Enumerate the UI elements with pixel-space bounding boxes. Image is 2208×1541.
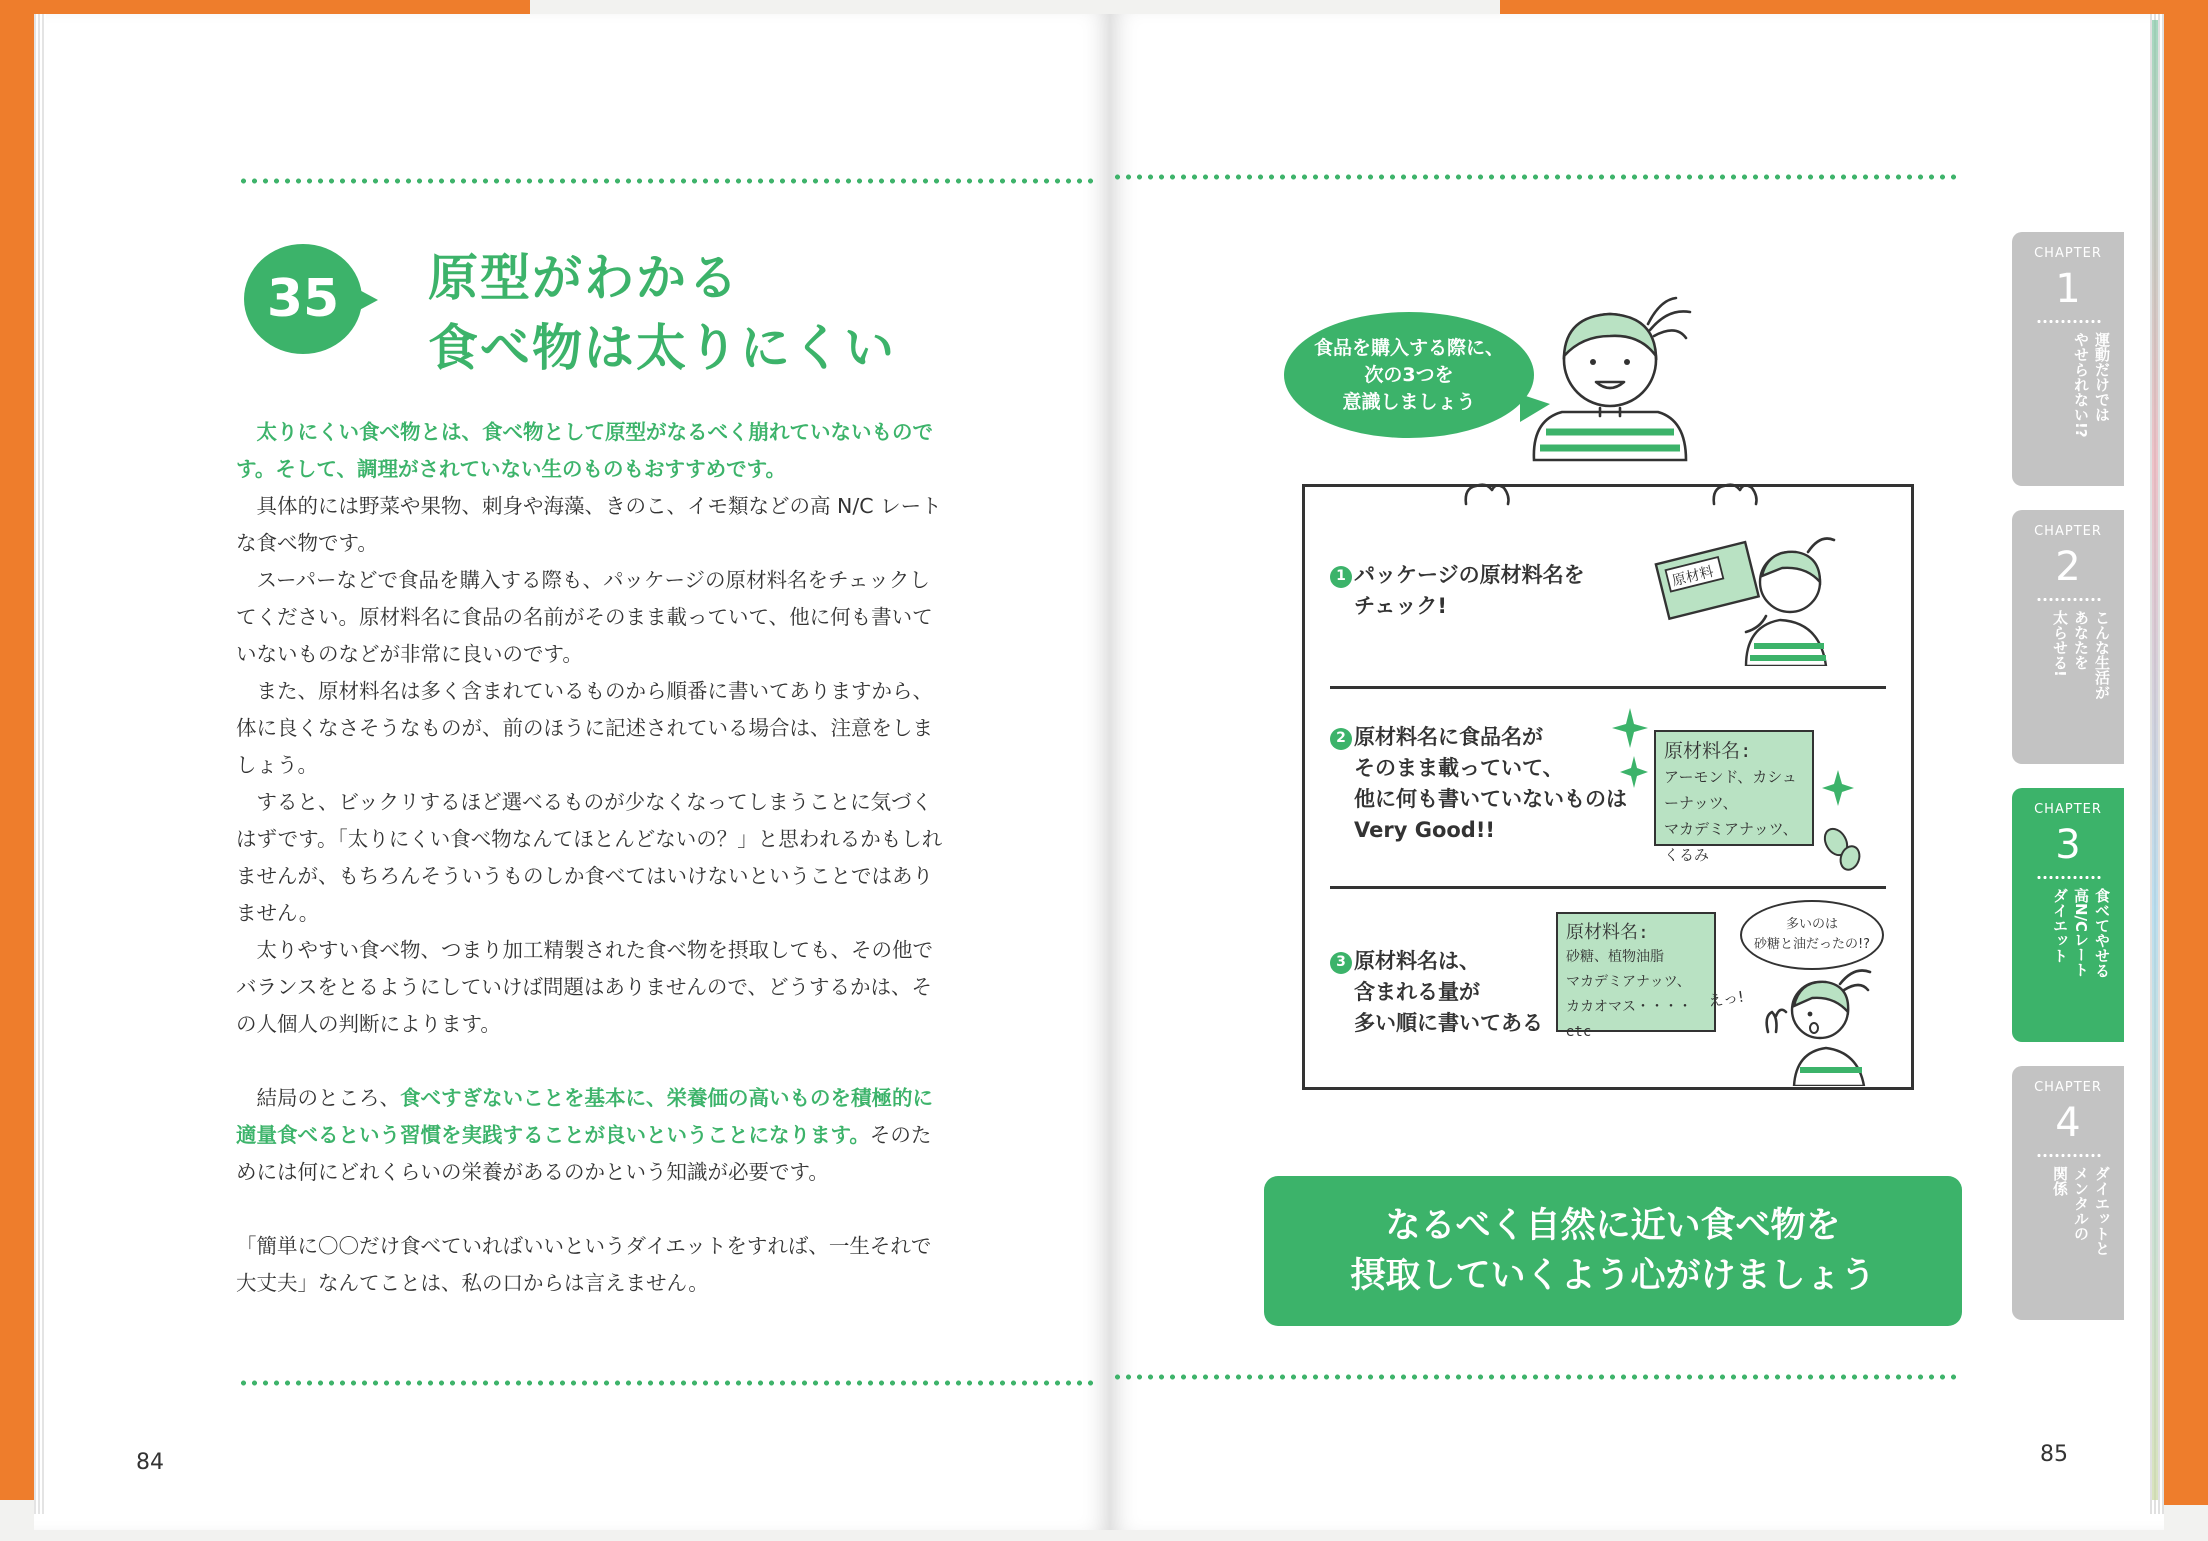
section-number-badge [244,244,362,354]
step-text: 含まれる量が [1354,980,1480,1004]
step-number: 1 [1330,566,1352,588]
dotted-rule-top-right [1112,174,1960,180]
conclusion-highlight: 食べすぎないことを基本に、栄養価の高いものを積極的に適量食べるという習慣を実践することが良いということになります。 [236,1086,933,1147]
book-edge-top-right [1500,0,2208,14]
step-text: パッケージの原材料名を [1354,563,1585,587]
card-heading: 原材料名: [1664,740,1752,762]
step-number: 2 [1330,728,1352,750]
tab-divider [2036,876,2102,879]
chapter-title: 運動だけでは やせられない!? [2072,332,2111,438]
chapter-number: 3 [2055,822,2081,868]
package-label: 原材料 [1670,563,1716,590]
chapter-number: 1 [2055,266,2081,312]
step-text: Very Good!! [1354,818,1495,842]
conclusion-post: そのためには何にどれくらいの栄養があるのかという知識が必要です。 [236,1123,932,1184]
speech-line-1: 食品を購入する際に、 [1313,336,1504,359]
tab-divider [2036,598,2102,601]
tab-divider [2036,320,2102,323]
page-number-right: 85 [2040,1442,2068,1467]
speech-line-2: 次の3つを [1364,363,1454,386]
nuts-icon [1818,824,1868,874]
woman-reading-package-illustration [1650,516,1840,666]
dotted-rule-bottom-left [238,1380,1094,1386]
chapter-title: ダイエットと メンタルの 関係 [2051,1166,2111,1256]
badge-pointer [352,286,378,314]
chapter-label: CHAPTER [2034,1080,2102,1095]
page-title-line-1: 原型がわかる [428,249,740,307]
step-text: そのまま載っていて、 [1354,756,1564,780]
chapter-title: 食べてやせる 高N/Cレート ダイエット [2051,888,2111,978]
chapter-number: 2 [2055,544,2081,590]
summary-line-2: 摂取していくよう心がけましょう [1350,1256,1876,1296]
card-line: マカデミアナッツ、 [1664,820,1798,838]
step-2 [1330,722,1630,846]
dotted-rule-top-left [238,178,1094,184]
chapter-title: こんな生活が あなたを 太らせる! [2051,610,2111,700]
tab-divider [2036,1154,2102,1157]
step-text: 原材料名は、 [1354,949,1480,973]
surprised-woman-illustration [1754,956,1894,1086]
hands-on-board-icon [1456,470,1776,510]
ingredient-label-card-good [1654,730,1814,864]
card-line: アーモンド、カシューナッツ、 [1664,768,1797,812]
book-edge-top-left [30,0,530,14]
exclamation-text: えっ! [1706,987,1746,1011]
quote-paragraph: 「簡単に〇〇だけ食べていればいいというダイエットをすれば、一生それで大丈夫」なんてことは、私の口からは言えません。 [236,1234,932,1295]
ingredient-label-card-processed [1556,912,1716,1040]
card-line: マカデミアナッツ、 [1566,974,1691,990]
book-cover-right [2164,0,2208,1505]
sparkle-icon [1820,768,1856,808]
summary-banner [1264,1176,1962,1326]
paragraph: すると、ビックリするほど選べるものが少なくなってしまうことに気づくはずです。「太りにくい食べ物なんてほとんどないの？」と思われるかもしれませんが、もちろんそういうものしか食べてはいけないということではありません。 [236,790,943,925]
page-stack-left [34,14,46,1514]
page-number-left: 84 [136,1450,164,1475]
step-1 [1330,560,1630,622]
speech-line-3: 意識しましょう [1342,390,1476,413]
summary-line-1: なるべく自然に近い食べ物を [1385,1206,1841,1246]
card-line: 砂糖、植物油脂 [1566,949,1664,965]
step-text: 多い順に書いてある [1354,1011,1543,1035]
card-heading: 原材料名: [1566,922,1649,943]
step-text: チェック! [1354,594,1447,618]
sparkle-icon [1610,706,1650,806]
conclusion-paragraph [236,1080,950,1191]
card-line: くるみ [1664,846,1710,864]
chapter-tab-2[interactable] [2012,510,2124,764]
bubble-line: 多いのは [1785,917,1838,932]
chapter-number: 4 [2055,1100,2081,1146]
card-line: カカオマス・・・・etc [1566,999,1692,1040]
step-text: 原材料名に食品名が [1354,725,1543,749]
chapter-tab-4[interactable] [2012,1066,2124,1320]
board-divider [1330,886,1886,889]
page-edge-stripe [2152,20,2158,1500]
chapter-label: CHAPTER [2034,246,2102,261]
book-cover-left [0,0,34,1500]
chapter-tab-1[interactable] [2012,232,2124,486]
board-divider [1330,686,1886,689]
chapter-tab-3-active[interactable] [2012,788,2124,1042]
paragraph: スーパーなどで食品を購入する際も、パッケージの原材料名をチェックしてください。原材料名に食品の名前がそのまま載っていて、他に何も書いていないものなどが非常に良いのです。 [236,568,933,666]
step-3 [1330,946,1570,1039]
chapter-label: CHAPTER [2034,524,2102,539]
paragraph: 具体的には野菜や果物、刺身や海藻、きのこ、イモ類などの高 N/C レートな食べ物です。 [236,494,942,555]
page-title-line-2: 食べ物は太りにくい [428,319,896,377]
bubble-line: 砂糖と油だったの!? [1753,937,1871,952]
step-number: 3 [1330,952,1352,974]
paragraph: また、原材料名は多く含まれているものから順番に書いてありますから、体に良くなさそうなものが、前のほうに記述されている場合は、注意をしましょう。 [236,679,933,777]
lead-paragraph: 太りにくい食べ物とは、食べ物として原型がなるべく崩れていないものです。そして、調理がされていない生のものもおすすめです。 [236,420,933,481]
step-text: 他に何も書いていないものは [1354,787,1627,811]
body-text [236,414,950,1302]
section-number: 35 [266,269,340,329]
conclusion-pre: 結局のところ、 [256,1086,400,1110]
chapter-label: CHAPTER [2034,802,2102,817]
dotted-rule-bottom-right [1112,1374,1960,1380]
paragraph: 太りやすい食べ物、つまり加工精製された食べ物を摂取しても、その他でバランスをとるようにしていけば問題はありませんので、どうするかは、その人個人の判断によります。 [236,938,933,1036]
